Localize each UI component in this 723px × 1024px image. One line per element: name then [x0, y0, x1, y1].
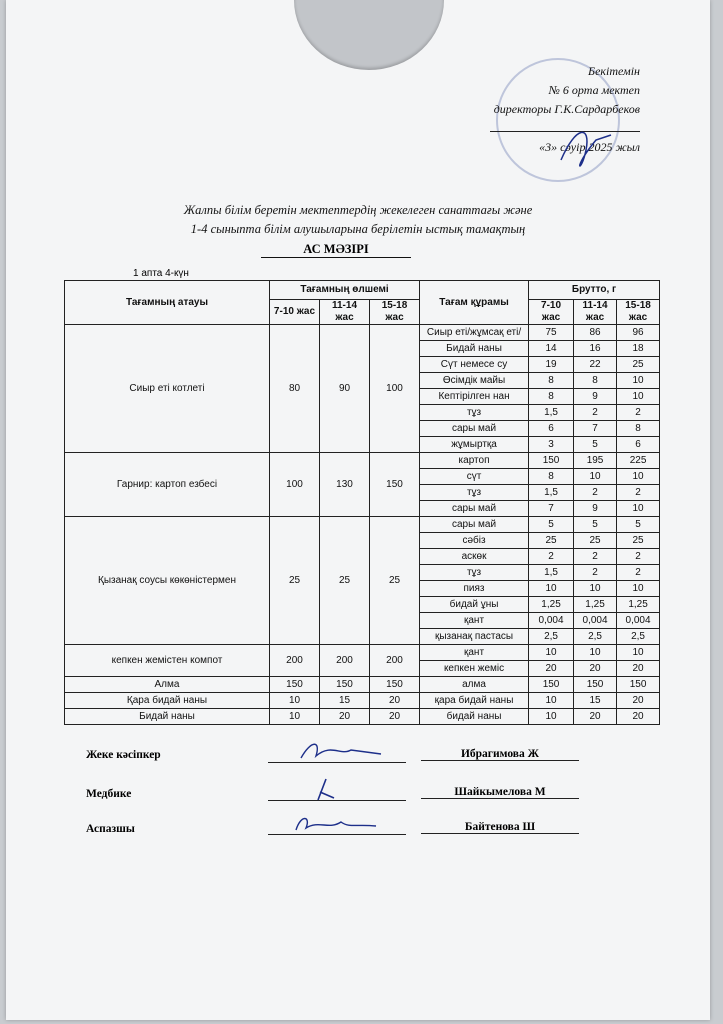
gross-11-14-cell: 2 — [574, 549, 617, 565]
gross-15-18-cell: 20 — [617, 661, 660, 677]
gross-7-10-cell: 7 — [529, 501, 574, 517]
gross-15-18-cell: 0,004 — [617, 613, 660, 629]
gross-11-14-cell: 86 — [574, 325, 617, 341]
header-portion-age-15-18: 15-18 жас — [370, 300, 420, 325]
gross-15-18-cell: 10 — [617, 389, 660, 405]
header-composition: Тағам құрамы — [420, 281, 529, 325]
gross-7-10-cell: 150 — [529, 677, 574, 693]
table-row — [65, 693, 660, 709]
portion-15-18-cell: 150 — [370, 453, 420, 517]
signature-mark-3 — [291, 812, 381, 838]
signature-mark-1 — [296, 738, 386, 766]
ingredient-cell: сүт — [420, 469, 529, 485]
header-portion: Тағамның өлшемі — [270, 281, 420, 300]
ingredient-cell: қызанақ пастасы — [420, 629, 529, 645]
gross-15-18-cell: 1,25 — [617, 597, 660, 613]
gross-15-18-cell: 10 — [617, 373, 660, 389]
director-signature — [551, 120, 621, 175]
gross-7-10-cell: 75 — [529, 325, 574, 341]
signature-role-3: Аспазшы — [86, 823, 135, 835]
gross-7-10-cell: 8 — [529, 389, 574, 405]
gross-15-18-cell: 10 — [617, 581, 660, 597]
ingredient-cell: Сиыр еті/жұмсақ еті/ — [420, 325, 529, 341]
table-row — [65, 453, 660, 469]
gross-7-10-cell: 1,5 — [529, 405, 574, 421]
gross-15-18-cell: 150 — [617, 677, 660, 693]
ingredient-cell: жұмыртқа — [420, 437, 529, 453]
gross-11-14-cell: 2 — [574, 485, 617, 501]
ingredient-cell: алма — [420, 677, 529, 693]
menu-table-body — [65, 325, 660, 725]
signature-role-2: Медбике — [86, 788, 132, 800]
dish-name-cell: Бидай наны — [65, 709, 270, 725]
gross-11-14-cell: 150 — [574, 677, 617, 693]
portion-11-14-cell: 15 — [320, 693, 370, 709]
ingredient-cell: тұз — [420, 565, 529, 581]
document-page — [6, 0, 710, 1020]
gross-15-18-cell: 225 — [617, 453, 660, 469]
approval-line-1: Бекітемін — [588, 64, 640, 78]
ingredient-cell: картоп — [420, 453, 529, 469]
menu-table — [64, 280, 660, 725]
signature-name-2: Шайкымелова М — [421, 786, 579, 799]
gross-7-10-cell: 14 — [529, 341, 574, 357]
table-row — [65, 645, 660, 661]
gross-15-18-cell: 20 — [617, 709, 660, 725]
gross-11-14-cell: 16 — [574, 341, 617, 357]
gross-11-14-cell: 20 — [574, 661, 617, 677]
gross-15-18-cell: 2,5 — [617, 629, 660, 645]
gross-7-10-cell: 6 — [529, 421, 574, 437]
gross-11-14-cell: 2 — [574, 565, 617, 581]
gross-7-10-cell: 25 — [529, 533, 574, 549]
gross-7-10-cell: 1,25 — [529, 597, 574, 613]
signature-mark-2 — [306, 776, 346, 804]
gross-7-10-cell: 8 — [529, 469, 574, 485]
approval-date: «3» сәуір 2025 жыл — [539, 140, 640, 154]
portion-7-10-cell: 200 — [270, 645, 320, 677]
menu-title: АС МӘЗІРІ — [261, 242, 411, 258]
gross-7-10-cell: 8 — [529, 373, 574, 389]
approval-line-2: № 6 орта мектеп — [548, 83, 640, 97]
gross-7-10-cell: 2 — [529, 549, 574, 565]
portion-15-18-cell: 20 — [370, 693, 420, 709]
portion-11-14-cell: 20 — [320, 709, 370, 725]
gross-11-14-cell: 5 — [574, 437, 617, 453]
header-gross-age-7-10: 7-10 жас — [529, 300, 574, 325]
table-row — [65, 709, 660, 725]
ingredient-cell: тұз — [420, 485, 529, 501]
gross-11-14-cell: 9 — [574, 389, 617, 405]
gross-15-18-cell: 2 — [617, 405, 660, 421]
gross-15-18-cell: 2 — [617, 549, 660, 565]
ingredient-cell: Сүт немесе су — [420, 357, 529, 373]
dish-name-cell: Алма — [65, 677, 270, 693]
gross-11-14-cell: 1,25 — [574, 597, 617, 613]
gross-15-18-cell: 5 — [617, 517, 660, 533]
ingredient-cell: тұз — [420, 405, 529, 421]
header-gross: Брутто, г — [529, 281, 660, 300]
ingredient-cell: сары май — [420, 517, 529, 533]
portion-11-14-cell: 130 — [320, 453, 370, 517]
portion-15-18-cell: 20 — [370, 709, 420, 725]
table-row — [65, 517, 660, 533]
gross-7-10-cell: 10 — [529, 645, 574, 661]
ingredient-cell: пияз — [420, 581, 529, 597]
gross-15-18-cell: 2 — [617, 485, 660, 501]
portion-7-10-cell: 80 — [270, 325, 320, 453]
gross-11-14-cell: 195 — [574, 453, 617, 469]
gross-7-10-cell: 19 — [529, 357, 574, 373]
signature-role-1: Жеке кәсіпкер — [86, 749, 161, 761]
gross-15-18-cell: 8 — [617, 421, 660, 437]
portion-7-10-cell: 25 — [270, 517, 320, 645]
gross-15-18-cell: 25 — [617, 533, 660, 549]
week-day-label: 1 апта 4-күн — [133, 268, 189, 279]
gross-15-18-cell: 10 — [617, 469, 660, 485]
gross-11-14-cell: 22 — [574, 357, 617, 373]
header-portion-age-11-14: 11-14 жас — [320, 300, 370, 325]
gross-7-10-cell: 10 — [529, 693, 574, 709]
portion-11-14-cell: 25 — [320, 517, 370, 645]
gross-11-14-cell: 20 — [574, 709, 617, 725]
gross-15-18-cell: 96 — [617, 325, 660, 341]
gross-7-10-cell: 20 — [529, 661, 574, 677]
portion-7-10-cell: 10 — [270, 693, 320, 709]
gross-11-14-cell: 10 — [574, 469, 617, 485]
gross-7-10-cell: 0,004 — [529, 613, 574, 629]
portion-11-14-cell: 90 — [320, 325, 370, 453]
portion-15-18-cell: 150 — [370, 677, 420, 693]
dish-name-cell: Қара бидай наны — [65, 693, 270, 709]
signature-name-1: Ибрагимова Ж — [421, 748, 579, 761]
gross-11-14-cell: 5 — [574, 517, 617, 533]
header-gross-age-11-14: 11-14 жас — [574, 300, 617, 325]
approval-line-3: директоры Г.К.Сардарбеков — [493, 102, 640, 116]
title-line-1: Жалпы білім беретін мектептердің жекелеген санаттағы және — [183, 203, 533, 217]
gross-15-18-cell: 2 — [617, 565, 660, 581]
ingredient-cell: сәбіз — [420, 533, 529, 549]
header-dish-name: Тағамның атауы — [65, 281, 270, 325]
ingredient-cell: бидай ұны — [420, 597, 529, 613]
gross-7-10-cell: 2,5 — [529, 629, 574, 645]
header-gross-age-15-18: 15-18 жас — [617, 300, 660, 325]
ingredient-cell: кепкен жеміс — [420, 661, 529, 677]
gross-15-18-cell: 18 — [617, 341, 660, 357]
gross-7-10-cell: 1,5 — [529, 485, 574, 501]
ingredient-cell: Кептірілген нан — [420, 389, 529, 405]
gross-11-14-cell: 10 — [574, 581, 617, 597]
ingredient-cell: бидай наны — [420, 709, 529, 725]
gross-7-10-cell: 150 — [529, 453, 574, 469]
ingredient-cell: сары май — [420, 501, 529, 517]
portion-15-18-cell: 200 — [370, 645, 420, 677]
gross-7-10-cell: 10 — [529, 709, 574, 725]
gross-7-10-cell: 10 — [529, 581, 574, 597]
title-line-2: 1-4 сыныпта білім алушыларына берілетін ыстық тамақтың — [190, 222, 526, 236]
signature-name-3: Байтенова Ш — [421, 821, 579, 834]
dish-name-cell: Гарнир: картоп езбесі — [65, 453, 270, 517]
table-row — [65, 677, 660, 693]
gross-11-14-cell: 2 — [574, 405, 617, 421]
ingredient-cell: қант — [420, 613, 529, 629]
gross-11-14-cell: 25 — [574, 533, 617, 549]
ingredient-cell: қара бидай наны — [420, 693, 529, 709]
gross-15-18-cell: 6 — [617, 437, 660, 453]
gross-7-10-cell: 3 — [529, 437, 574, 453]
gross-15-18-cell: 10 — [617, 645, 660, 661]
portion-11-14-cell: 150 — [320, 677, 370, 693]
portion-15-18-cell: 25 — [370, 517, 420, 645]
portion-11-14-cell: 200 — [320, 645, 370, 677]
gross-11-14-cell: 2,5 — [574, 629, 617, 645]
gross-7-10-cell: 1,5 — [529, 565, 574, 581]
gross-11-14-cell: 0,004 — [574, 613, 617, 629]
ingredient-cell: Өсімдік майы — [420, 373, 529, 389]
portion-15-18-cell: 100 — [370, 325, 420, 453]
header-portion-age-7-10: 7-10 жас — [270, 300, 320, 325]
dish-name-cell: кепкен жемістен компот — [65, 645, 270, 677]
ingredient-cell: Бидай наны — [420, 341, 529, 357]
portion-7-10-cell: 100 — [270, 453, 320, 517]
gross-11-14-cell: 7 — [574, 421, 617, 437]
gross-11-14-cell: 9 — [574, 501, 617, 517]
ingredient-cell: аскөк — [420, 549, 529, 565]
gross-11-14-cell: 10 — [574, 645, 617, 661]
gross-7-10-cell: 5 — [529, 517, 574, 533]
gross-11-14-cell: 15 — [574, 693, 617, 709]
gross-15-18-cell: 20 — [617, 693, 660, 709]
dish-name-cell: Қызанақ соусы көкөністермен — [65, 517, 270, 645]
ingredient-cell: сары май — [420, 421, 529, 437]
portion-7-10-cell: 10 — [270, 709, 320, 725]
folder-cutout — [294, 0, 444, 70]
dish-name-cell: Сиыр еті котлеті — [65, 325, 270, 453]
ingredient-cell: қант — [420, 645, 529, 661]
table-row — [65, 325, 660, 341]
gross-11-14-cell: 8 — [574, 373, 617, 389]
gross-15-18-cell: 25 — [617, 357, 660, 373]
gross-15-18-cell: 10 — [617, 501, 660, 517]
portion-7-10-cell: 150 — [270, 677, 320, 693]
